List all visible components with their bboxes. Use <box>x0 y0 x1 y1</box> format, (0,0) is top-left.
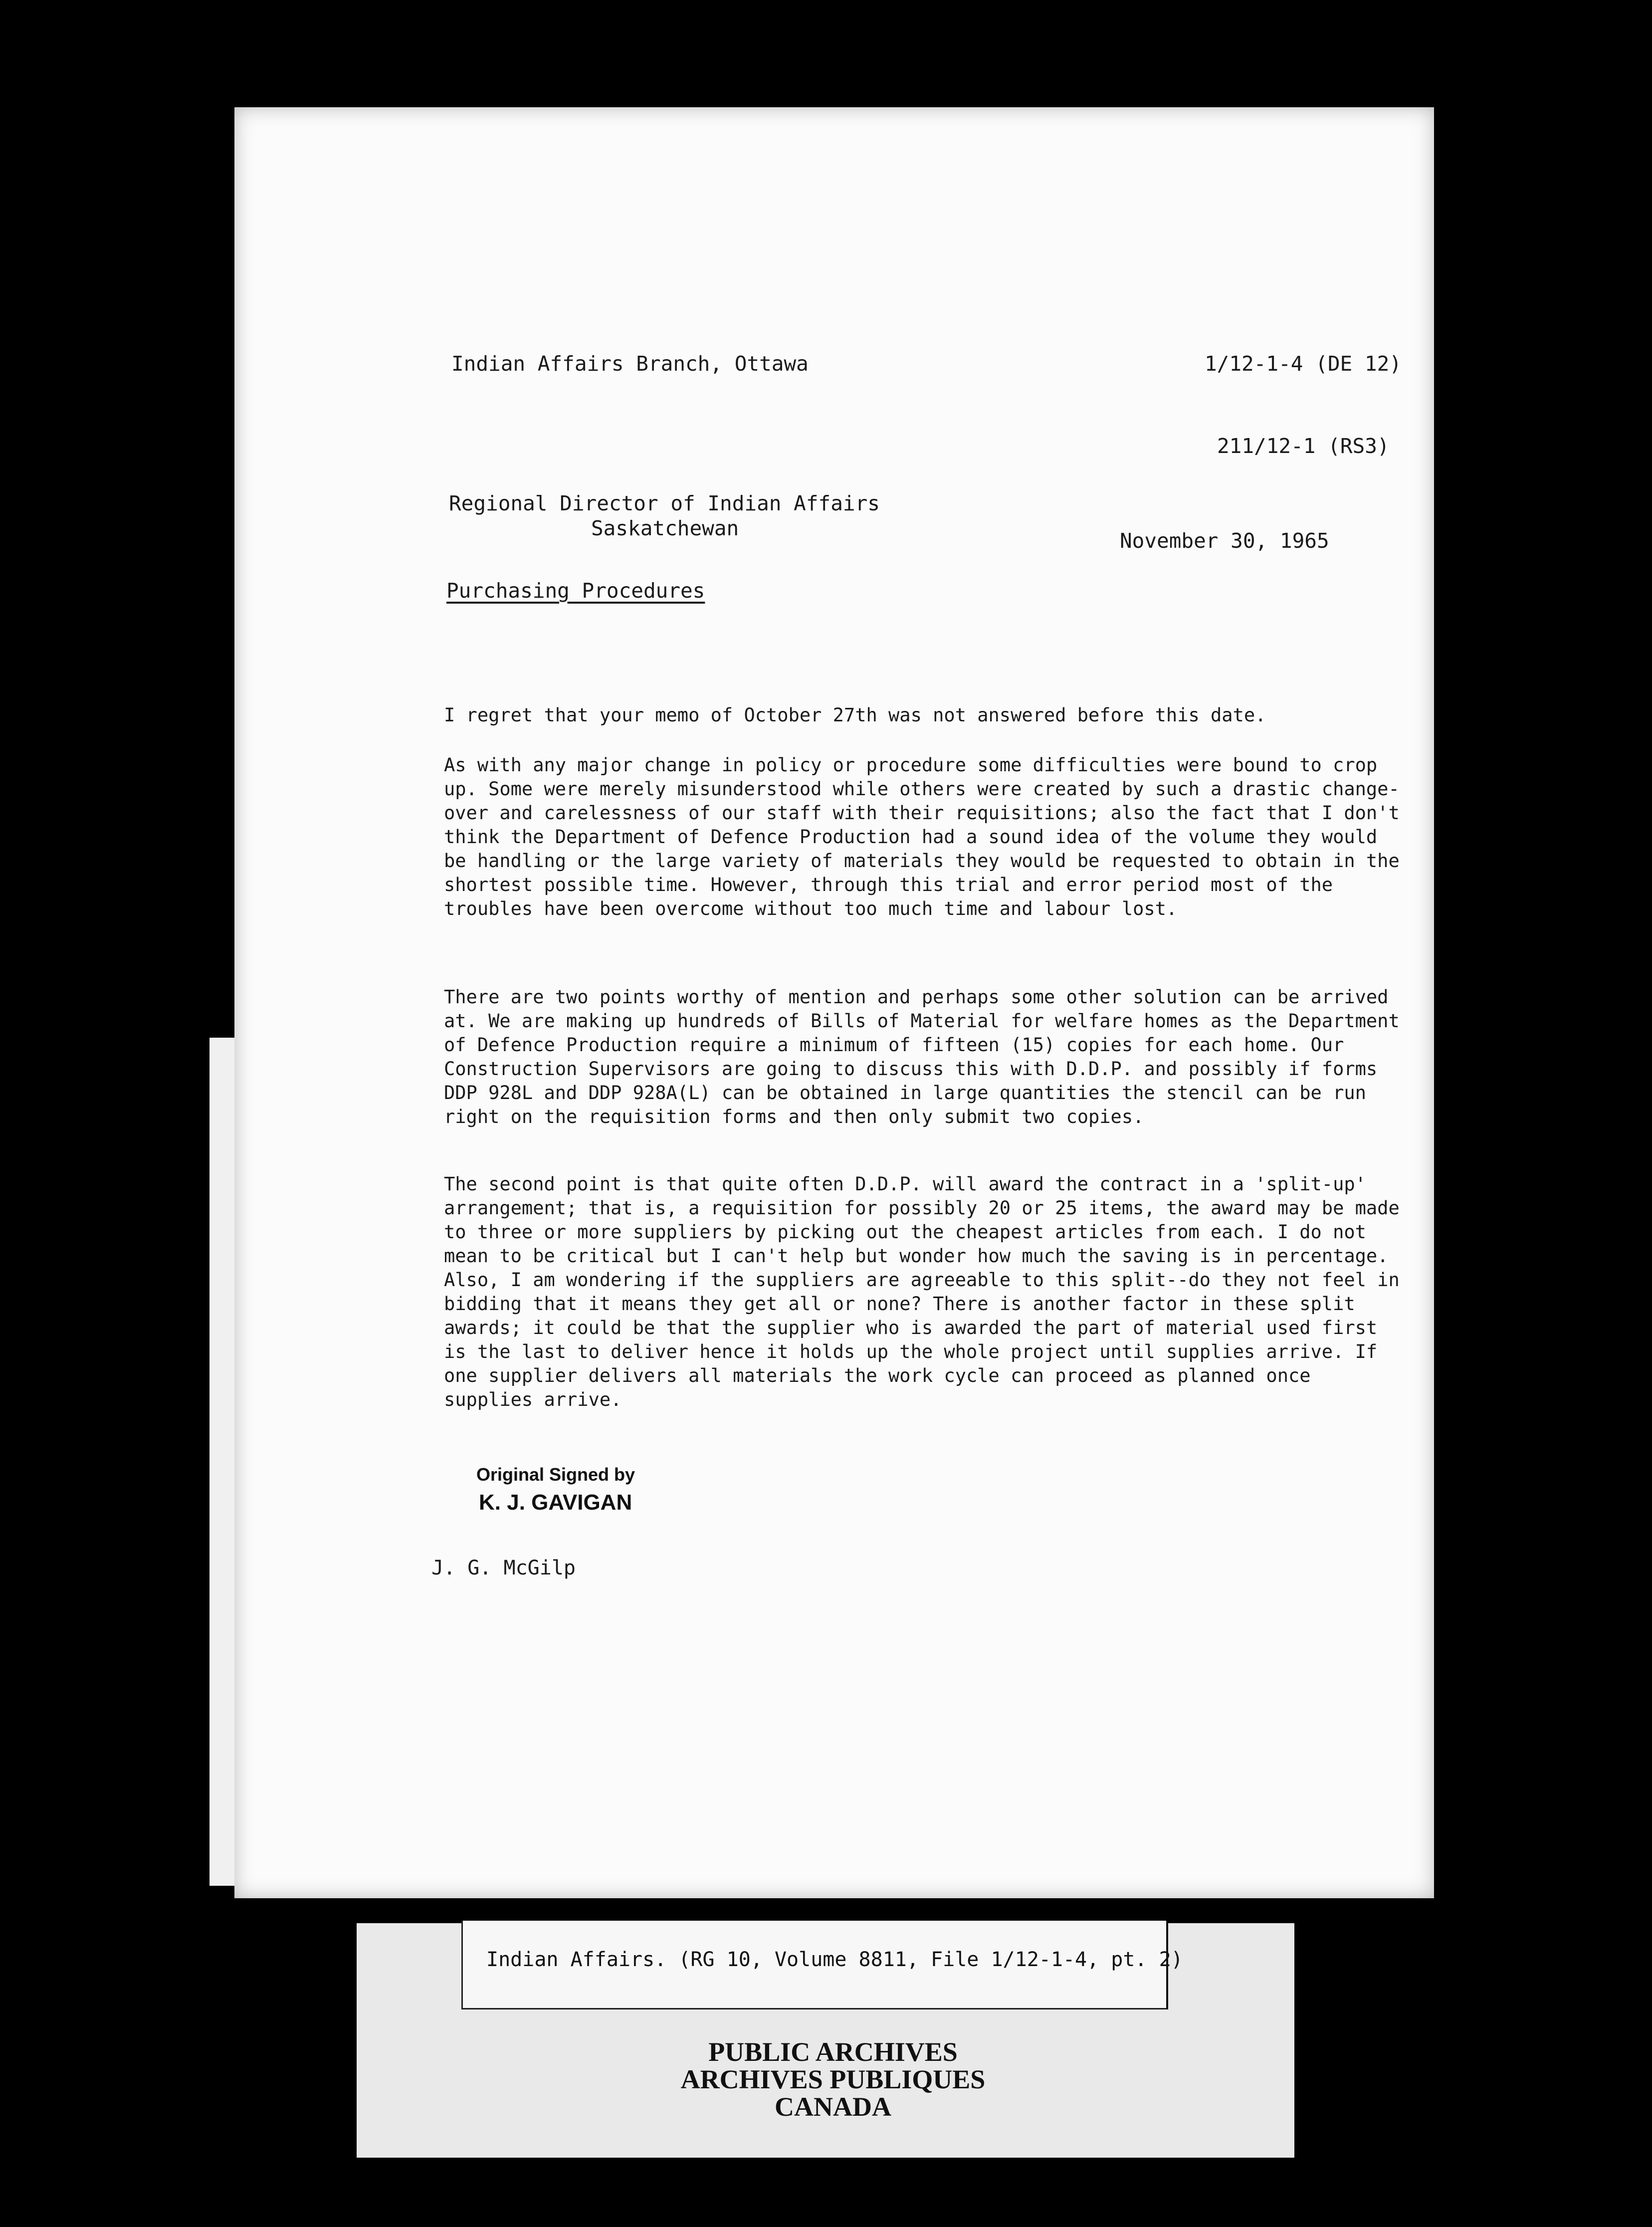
recipient-title: Regional Director of Indian Affairs <box>449 491 880 515</box>
signature-stamp-name: K. J. GAVIGAN <box>479 1490 632 1515</box>
body-paragraph-4: The second point is that quite often D.D.P. will award the contract in a 'split-up' arrangement; that is, a requisition for possibly 20 or 25 items, the award may be made to three or more suppliers by picking out the cheapest articles from each. I do not mean to be critical but I can't help but wonder how much the saving is in percentage. Also, I am wondering if the suppliers are agreeable to this split--do they not feel in bidding that it means they get all or none? There is another factor in these split awards; it could be that the supplier who is awarded the part of material used first is the last to deliver hence it holds up the whole project until supplies arrive. If one supplier delivers all materials the work cycle can proceed as planned once supplies arrive. <box>444 1173 1400 1410</box>
sender: Indian Affairs Branch, Ottawa <box>451 352 809 376</box>
signature-stamp-label: Original Signed by <box>476 1464 635 1485</box>
body-paragraph-1: I regret that your memo of October 27th was not answered before this date. <box>444 704 1266 726</box>
body-paragraph-2: As with any major change in policy or procedure some difficulties were bound to crop up. Some were merely misunderstood while others were created by such a drastic change-over and carelessness of our staff with their requisitions; also the fact that I don't think the Department of Defence Production had a sound idea of the volume they would be handling or the large variety of materials they would be requested to obtain in the shortest possible time. However, through this trial and error period most of the troubles have been overcome without too much time and labour lost. <box>444 754 1400 919</box>
archive-citation: Indian Affairs. (RG 10, Volume 8811, File 1/12-1-4, pt. 2) <box>486 1948 1183 1971</box>
signature-stamp <box>476 1464 635 1515</box>
archive-stamp-line-2: ARCHIVES PUBLIQUES <box>680 2064 986 2094</box>
memo-subject: Purchasing Procedures <box>446 579 705 603</box>
recipient-region: Saskatchewan <box>591 516 739 540</box>
file-reference-secondary: 211/12-1 (RS3) <box>1217 434 1390 458</box>
archive-stamp-line-3: CANADA <box>775 2092 891 2122</box>
archive-stamp-line-1: PUBLIC ARCHIVES <box>708 2037 958 2067</box>
memo-date: November 30, 1965 <box>1120 529 1329 553</box>
author-name: J. G. McGilp <box>431 1557 576 1579</box>
file-reference: 1/12-1-4 (DE 12) <box>1205 352 1402 376</box>
body-paragraph-3: There are two points worthy of mention and perhaps some other solution can be arrived at. We are making up hundreds of Bills of Material for welfare homes as the Department of Defence Production require a minimum of fifteen (15) copies for each home. Our Construction Supervisors are going to discuss this with D.D.P. and possibly if forms DDP 928L and DDP 928A(L) can be obtained in large quantities the stencil can be run right on the requisition forms and then only submit two copies. <box>444 986 1400 1127</box>
